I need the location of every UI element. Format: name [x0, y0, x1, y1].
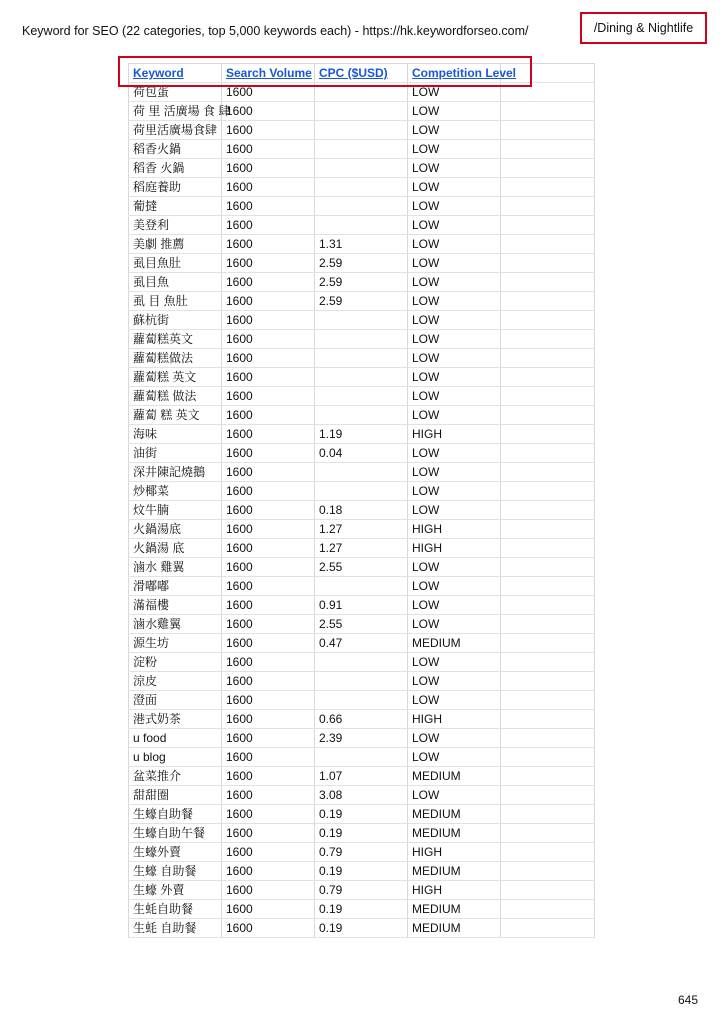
keyword-cell: 炒椰菜: [129, 482, 222, 501]
competition-cell: MEDIUM: [408, 824, 501, 843]
empty-cell: [501, 444, 595, 463]
search-volume-cell: 1600: [222, 767, 315, 786]
competition-cell: HIGH: [408, 425, 501, 444]
competition-cell: LOW: [408, 558, 501, 577]
keyword-cell: 涼皮: [129, 672, 222, 691]
keyword-cell: 澄面: [129, 691, 222, 710]
keyword-cell: 源生坊: [129, 634, 222, 653]
keyword-cell: 蘇杭街: [129, 311, 222, 330]
table-row: [129, 368, 595, 387]
competition-cell: LOW: [408, 102, 501, 121]
competition-cell: LOW: [408, 444, 501, 463]
table-row: [129, 900, 595, 919]
table-row: [129, 824, 595, 843]
table-body: [129, 83, 595, 938]
empty-cell: [501, 881, 595, 900]
cpc-cell: 0.79: [315, 843, 408, 862]
competition-cell: LOW: [408, 330, 501, 349]
keyword-table-container: [128, 63, 594, 938]
empty-cell: [501, 406, 595, 425]
cpc-cell: 0.19: [315, 824, 408, 843]
search-volume-cell: 1600: [222, 368, 315, 387]
empty-cell: [501, 672, 595, 691]
empty-cell: [501, 121, 595, 140]
table-row: [129, 653, 595, 672]
category-label: [580, 12, 707, 44]
keyword-cell: 稻香火鍋: [129, 140, 222, 159]
table-row: [129, 102, 595, 121]
cpc-cell: 0.19: [315, 900, 408, 919]
competition-cell: LOW: [408, 273, 501, 292]
search-volume-cell: 1600: [222, 919, 315, 938]
table-row: [129, 729, 595, 748]
keyword-cell: 蘿蔔糕英文: [129, 330, 222, 349]
keyword-cell: 生蠔自助午餐: [129, 824, 222, 843]
search-volume-cell: 1600: [222, 140, 315, 159]
empty-cell: [501, 387, 595, 406]
keyword-cell: 滑嘟嘟: [129, 577, 222, 596]
table-row: [129, 501, 595, 520]
competition-cell: HIGH: [408, 843, 501, 862]
cpc-cell: 1.27: [315, 520, 408, 539]
empty-cell: [501, 596, 595, 615]
empty-cell: [501, 273, 595, 292]
keyword-cell: 蘿蔔糕 做法: [129, 387, 222, 406]
keyword-cell: 生蠔 外賣: [129, 881, 222, 900]
empty-cell: [501, 235, 595, 254]
competition-cell: LOW: [408, 349, 501, 368]
cpc-cell: [315, 311, 408, 330]
keyword-table: [128, 63, 595, 938]
table-header-row: [129, 64, 595, 83]
keyword-cell: 荷 里 活廣場 食 肆: [129, 102, 222, 121]
cpc-cell: [315, 387, 408, 406]
table-row: [129, 330, 595, 349]
keyword-cell: 淀粉: [129, 653, 222, 672]
competition-cell: LOW: [408, 216, 501, 235]
cpc-cell: [315, 102, 408, 121]
table-row: [129, 387, 595, 406]
empty-cell: [501, 729, 595, 748]
keyword-cell: 盆菜推介: [129, 767, 222, 786]
empty-cell: [501, 919, 595, 938]
cpc-cell: 0.19: [315, 919, 408, 938]
table-row: [129, 691, 595, 710]
empty-cell: [501, 767, 595, 786]
competition-cell: LOW: [408, 596, 501, 615]
search-volume-cell: 1600: [222, 862, 315, 881]
keyword-cell: 美劇 推薦: [129, 235, 222, 254]
table-row: [129, 292, 595, 311]
cpc-cell: [315, 653, 408, 672]
keyword-cell: 蘿蔔 糕 英文: [129, 406, 222, 425]
competition-cell: LOW: [408, 254, 501, 273]
search-volume-cell: 1600: [222, 311, 315, 330]
keyword-cell: 滷水雞翼: [129, 615, 222, 634]
search-volume-cell: 1600: [222, 577, 315, 596]
competition-cell: LOW: [408, 672, 501, 691]
empty-cell: [501, 710, 595, 729]
competition-cell: LOW: [408, 653, 501, 672]
keyword-cell: 深井陳記燒鵝: [129, 463, 222, 482]
search-volume-cell: 1600: [222, 501, 315, 520]
keyword-cell: u food: [129, 729, 222, 748]
cpc-cell: [315, 83, 408, 102]
table-row: [129, 862, 595, 881]
empty-cell: [501, 634, 595, 653]
search-volume-cell: 1600: [222, 881, 315, 900]
table-row: [129, 216, 595, 235]
table-row: [129, 140, 595, 159]
competition-cell: LOW: [408, 387, 501, 406]
empty-cell: [501, 311, 595, 330]
search-volume-cell: 1600: [222, 197, 315, 216]
cpc-cell: [315, 197, 408, 216]
competition-cell: LOW: [408, 577, 501, 596]
table-row: [129, 634, 595, 653]
empty-cell: [501, 615, 595, 634]
table-row: [129, 805, 595, 824]
table-row: [129, 311, 595, 330]
table-row: [129, 577, 595, 596]
competition-cell: MEDIUM: [408, 805, 501, 824]
search-volume-cell: 1600: [222, 463, 315, 482]
column-header-competition[interactable]: Competition Level: [408, 64, 501, 83]
empty-cell: [501, 425, 595, 444]
search-volume-cell: 1600: [222, 843, 315, 862]
competition-cell: MEDIUM: [408, 634, 501, 653]
table-row: [129, 615, 595, 634]
search-volume-cell: 1600: [222, 102, 315, 121]
keyword-cell: 稻香 火鍋: [129, 159, 222, 178]
cpc-cell: [315, 178, 408, 197]
empty-cell: [501, 824, 595, 843]
cpc-cell: [315, 330, 408, 349]
search-volume-cell: 1600: [222, 254, 315, 273]
empty-cell: [501, 197, 595, 216]
cpc-cell: [315, 368, 408, 387]
cpc-cell: 1.27: [315, 539, 408, 558]
empty-cell: [501, 520, 595, 539]
empty-cell: [501, 254, 595, 273]
competition-cell: LOW: [408, 235, 501, 254]
table-row: [129, 919, 595, 938]
table-row: [129, 121, 595, 140]
competition-cell: HIGH: [408, 881, 501, 900]
table-row: [129, 254, 595, 273]
search-volume-cell: 1600: [222, 596, 315, 615]
cpc-cell: [315, 159, 408, 178]
cpc-cell: 0.47: [315, 634, 408, 653]
search-volume-cell: 1600: [222, 900, 315, 919]
table-row: [129, 539, 595, 558]
competition-cell: LOW: [408, 83, 501, 102]
competition-cell: LOW: [408, 140, 501, 159]
cpc-cell: 2.39: [315, 729, 408, 748]
table-row: [129, 558, 595, 577]
search-volume-cell: 1600: [222, 444, 315, 463]
table-row: [129, 83, 595, 102]
empty-cell: [501, 748, 595, 767]
search-volume-cell: 1600: [222, 653, 315, 672]
cpc-cell: 1.19: [315, 425, 408, 444]
empty-cell: [501, 482, 595, 501]
empty-cell: [501, 691, 595, 710]
table-row: [129, 672, 595, 691]
search-volume-cell: 1600: [222, 178, 315, 197]
table-row: [129, 881, 595, 900]
empty-cell: [501, 653, 595, 672]
keyword-cell: 火鍋湯底: [129, 520, 222, 539]
table-row: [129, 273, 595, 292]
competition-cell: LOW: [408, 178, 501, 197]
keyword-cell: 美登利: [129, 216, 222, 235]
search-volume-cell: 1600: [222, 824, 315, 843]
competition-cell: LOW: [408, 292, 501, 311]
search-volume-cell: 1600: [222, 482, 315, 501]
search-volume-cell: 1600: [222, 349, 315, 368]
keyword-cell: 荷里活廣場食肆: [129, 121, 222, 140]
empty-cell: [501, 558, 595, 577]
search-volume-cell: 1600: [222, 273, 315, 292]
table-row: [129, 710, 595, 729]
table-row: [129, 406, 595, 425]
cpc-cell: [315, 406, 408, 425]
column-header-keyword[interactable]: Keyword: [129, 64, 222, 83]
table-row: [129, 159, 595, 178]
column-header-search-volume[interactable]: Search Volume: [222, 64, 315, 83]
page-number: 645: [678, 993, 699, 1007]
keyword-cell: 滷水 雞翼: [129, 558, 222, 577]
cpc-cell: [315, 577, 408, 596]
search-volume-cell: 1600: [222, 634, 315, 653]
cpc-cell: 0.19: [315, 805, 408, 824]
search-volume-cell: 1600: [222, 121, 315, 140]
empty-cell: [501, 83, 595, 102]
competition-cell: LOW: [408, 786, 501, 805]
empty-cell: [501, 539, 595, 558]
search-volume-cell: 1600: [222, 672, 315, 691]
table-row: [129, 235, 595, 254]
search-volume-cell: 1600: [222, 330, 315, 349]
cpc-cell: [315, 121, 408, 140]
search-volume-cell: 1600: [222, 83, 315, 102]
competition-cell: LOW: [408, 748, 501, 767]
cpc-cell: [315, 691, 408, 710]
cpc-cell: 1.07: [315, 767, 408, 786]
search-volume-cell: 1600: [222, 615, 315, 634]
empty-cell: [501, 216, 595, 235]
keyword-cell: 蘿蔔糕 英文: [129, 368, 222, 387]
search-volume-cell: 1600: [222, 520, 315, 539]
table-row: [129, 843, 595, 862]
keyword-cell: 蘿蔔糕做法: [129, 349, 222, 368]
cpc-cell: 2.59: [315, 292, 408, 311]
keyword-cell: 炆牛腩: [129, 501, 222, 520]
keyword-cell: 生蠔自助餐: [129, 805, 222, 824]
empty-cell: [501, 140, 595, 159]
search-volume-cell: 1600: [222, 387, 315, 406]
keyword-cell: 虱目魚肚: [129, 254, 222, 273]
cpc-cell: 0.79: [315, 881, 408, 900]
competition-cell: HIGH: [408, 710, 501, 729]
keyword-cell: 葡撻: [129, 197, 222, 216]
cpc-cell: [315, 672, 408, 691]
table-row: [129, 444, 595, 463]
document-title: Keyword for SEO (22 categories, top 5,000 keywords each) - https://hk.keywordforseo.com/: [22, 24, 529, 38]
search-volume-cell: 1600: [222, 691, 315, 710]
competition-cell: MEDIUM: [408, 900, 501, 919]
search-volume-cell: 1600: [222, 805, 315, 824]
cpc-cell: [315, 349, 408, 368]
empty-cell: [501, 330, 595, 349]
table-row: [129, 463, 595, 482]
table-row: [129, 482, 595, 501]
empty-cell: [501, 843, 595, 862]
table-row: [129, 349, 595, 368]
table-row: [129, 748, 595, 767]
search-volume-cell: 1600: [222, 216, 315, 235]
table-row: [129, 596, 595, 615]
cpc-cell: 2.59: [315, 273, 408, 292]
keyword-cell: 荷包蛋: [129, 83, 222, 102]
category-text: /Dining & Nightlife: [593, 21, 694, 35]
search-volume-cell: 1600: [222, 406, 315, 425]
keyword-cell: 生蚝 自助餐: [129, 919, 222, 938]
competition-cell: LOW: [408, 368, 501, 387]
keyword-cell: 滿福樓: [129, 596, 222, 615]
search-volume-cell: 1600: [222, 748, 315, 767]
empty-cell: [501, 900, 595, 919]
competition-cell: HIGH: [408, 539, 501, 558]
cpc-cell: [315, 216, 408, 235]
search-volume-cell: 1600: [222, 786, 315, 805]
table-row: [129, 425, 595, 444]
keyword-cell: 海味: [129, 425, 222, 444]
cpc-cell: [315, 140, 408, 159]
column-header-cpc[interactable]: CPC ($USD): [315, 64, 408, 83]
keyword-cell: 虱 目 魚肚: [129, 292, 222, 311]
cpc-cell: 2.59: [315, 254, 408, 273]
keyword-cell: 港式奶茶: [129, 710, 222, 729]
empty-cell: [501, 102, 595, 121]
competition-cell: LOW: [408, 463, 501, 482]
table-row: [129, 786, 595, 805]
empty-cell: [501, 786, 595, 805]
search-volume-cell: 1600: [222, 292, 315, 311]
search-volume-cell: 1600: [222, 159, 315, 178]
cpc-cell: 0.04: [315, 444, 408, 463]
cpc-cell: [315, 482, 408, 501]
empty-cell: [501, 805, 595, 824]
cpc-cell: 0.18: [315, 501, 408, 520]
search-volume-cell: 1600: [222, 558, 315, 577]
empty-cell: [501, 159, 595, 178]
competition-cell: MEDIUM: [408, 767, 501, 786]
search-volume-cell: 1600: [222, 425, 315, 444]
competition-cell: LOW: [408, 197, 501, 216]
competition-cell: MEDIUM: [408, 919, 501, 938]
table-row: [129, 197, 595, 216]
empty-cell: [501, 501, 595, 520]
cpc-cell: [315, 748, 408, 767]
table-row: [129, 767, 595, 786]
competition-cell: LOW: [408, 311, 501, 330]
competition-cell: LOW: [408, 482, 501, 501]
empty-cell: [501, 349, 595, 368]
keyword-cell: 虱目魚: [129, 273, 222, 292]
keyword-cell: 生蠔 自助餐: [129, 862, 222, 881]
empty-cell: [501, 862, 595, 881]
empty-cell: [501, 577, 595, 596]
keyword-cell: 稻庭養助: [129, 178, 222, 197]
search-volume-cell: 1600: [222, 710, 315, 729]
competition-cell: LOW: [408, 691, 501, 710]
cpc-cell: 1.31: [315, 235, 408, 254]
keyword-cell: 生蠔外賣: [129, 843, 222, 862]
keyword-cell: 甜甜圈: [129, 786, 222, 805]
empty-cell: [501, 178, 595, 197]
competition-cell: LOW: [408, 615, 501, 634]
cpc-cell: [315, 463, 408, 482]
competition-cell: LOW: [408, 501, 501, 520]
cpc-cell: 2.55: [315, 558, 408, 577]
competition-cell: LOW: [408, 729, 501, 748]
cpc-cell: 0.66: [315, 710, 408, 729]
empty-cell: [501, 463, 595, 482]
cpc-cell: 0.91: [315, 596, 408, 615]
empty-cell: [501, 368, 595, 387]
competition-cell: HIGH: [408, 520, 501, 539]
cpc-cell: 2.55: [315, 615, 408, 634]
table-row: [129, 520, 595, 539]
competition-cell: LOW: [408, 406, 501, 425]
cpc-cell: 0.19: [315, 862, 408, 881]
keyword-cell: 生蚝自助餐: [129, 900, 222, 919]
competition-cell: LOW: [408, 121, 501, 140]
empty-cell: [501, 292, 595, 311]
keyword-cell: 油街: [129, 444, 222, 463]
competition-cell: MEDIUM: [408, 862, 501, 881]
search-volume-cell: 1600: [222, 235, 315, 254]
search-volume-cell: 1600: [222, 729, 315, 748]
table-row: [129, 178, 595, 197]
competition-cell: LOW: [408, 159, 501, 178]
search-volume-cell: 1600: [222, 539, 315, 558]
cpc-cell: 3.08: [315, 786, 408, 805]
keyword-cell: u blog: [129, 748, 222, 767]
keyword-cell: 火鍋湯 底: [129, 539, 222, 558]
